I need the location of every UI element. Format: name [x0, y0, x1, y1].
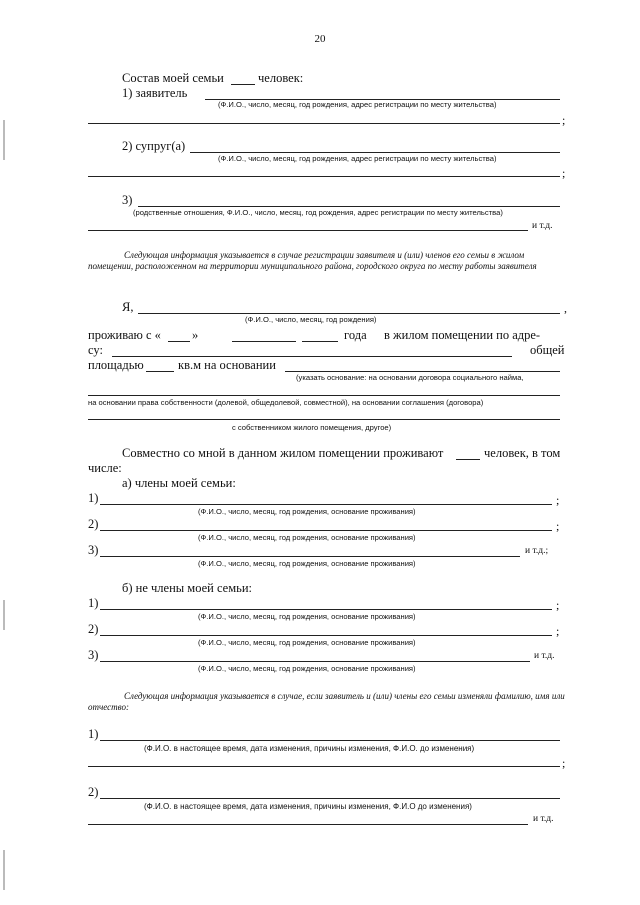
- member-3-hint: (Ф.И.О., число, месяц, год рождения, основание проживания): [198, 559, 416, 568]
- member-1-field[interactable]: [100, 504, 552, 505]
- spouse-field[interactable]: [190, 152, 560, 153]
- basis-field[interactable]: [285, 371, 560, 372]
- basis-hint-1: (указать основание: на основании договора социального найма,: [296, 373, 524, 382]
- spouse-field-cont[interactable]: [88, 176, 560, 177]
- sqm-basis-label: кв.м на основании: [178, 358, 276, 372]
- nonmembers-title: б) не члены моей семьи:: [122, 581, 252, 595]
- name-field[interactable]: [138, 313, 560, 314]
- year-label: года: [344, 328, 367, 342]
- member-1-hint: (Ф.И.О., число, месяц, год рождения, основание проживания): [198, 507, 416, 516]
- name-change-note: Следующая информация указывается в случае, если заявитель и (или) члены его семьи изменяли фамилию, имя или отчество:: [88, 691, 565, 713]
- relative-field-cont[interactable]: [88, 230, 528, 231]
- area-label: площадью: [88, 358, 144, 372]
- spouse-label: 2) супруг(а): [122, 139, 186, 153]
- nonmember-3-hint: (Ф.И.О., число, месяц, год рождения, основание проживания): [198, 664, 416, 673]
- basis-field-3[interactable]: [88, 419, 560, 420]
- year-field[interactable]: [302, 341, 338, 342]
- members-title: а) члены моей семьи:: [122, 476, 236, 490]
- living-from-label: проживаю с «: [88, 328, 161, 342]
- semicolon: ;: [556, 519, 560, 533]
- family-count-field[interactable]: [231, 84, 255, 85]
- name-change-1-hint: (Ф.И.О. в настоящее время, дата изменения, причины изменения, Ф.И.О. до изменения): [144, 744, 475, 753]
- scan-edge-mark: [3, 120, 5, 160]
- name-change-2-field[interactable]: [100, 798, 560, 799]
- name-change-1-number: 1): [88, 727, 99, 741]
- etc: и т.д.: [533, 814, 554, 824]
- ya-label: Я,: [122, 300, 134, 314]
- spouse-hint: (Ф.И.О., число, месяц, год рождения, адрес регистрации по месту жительства): [218, 154, 497, 163]
- together-text: Совместно со мной в данном жилом помещении проживают: [122, 446, 444, 460]
- nonmember-2-number: 2): [88, 622, 99, 636]
- relative-field[interactable]: [138, 206, 560, 207]
- basis-field-2[interactable]: [88, 395, 560, 396]
- residence-note: Следующая информация указывается в случае регистрации заявителя и (или) членов его семьи в жилом помещении, расположенном на территории муниципального района, городского округа по месту работы заявителя: [88, 250, 537, 272]
- together-count-field[interactable]: [456, 459, 480, 460]
- etc: и т.д.;: [525, 546, 549, 556]
- semicolon: ;: [556, 493, 560, 507]
- area-field[interactable]: [146, 371, 174, 372]
- nonmember-3-number: 3): [88, 648, 99, 662]
- name-change-2-hint: (Ф.И.О. в настоящее время, дата изменения, причины изменения, Ф.И.О до изменения): [144, 802, 472, 811]
- member-1-number: 1): [88, 491, 99, 505]
- name-change-1-field-cont[interactable]: [88, 766, 560, 767]
- together-unit: человек, в том: [484, 446, 561, 460]
- total-area-label: общей: [530, 343, 565, 357]
- family-unit: человек:: [258, 71, 304, 85]
- member-2-number: 2): [88, 517, 99, 531]
- comma: ,: [564, 301, 567, 315]
- nonmember-3-field[interactable]: [100, 661, 530, 662]
- etc: и т.д.: [534, 651, 555, 661]
- nonmember-2-hint: (Ф.И.О., число, месяц, год рождения, основание проживания): [198, 638, 416, 647]
- name-change-1-field[interactable]: [100, 740, 560, 741]
- etc: и т.д.: [532, 221, 553, 231]
- page-number: 20: [314, 33, 326, 45]
- relative-hint: (родственные отношения, Ф.И.О., число, месяц, год рождения, адрес регистрации по месту жительства): [133, 208, 503, 217]
- day-field[interactable]: [168, 341, 190, 342]
- premises-label: в жилом помещении по адре-: [384, 328, 541, 342]
- family-intro: Состав моей семьи: [122, 71, 224, 85]
- name-change-2-number: 2): [88, 785, 99, 799]
- scan-edge-mark: [3, 850, 5, 890]
- semicolon: ;: [556, 598, 560, 612]
- semicolon: ;: [562, 756, 566, 770]
- member-2-field[interactable]: [100, 530, 552, 531]
- applicant-hint: (Ф.И.О., число, месяц, год рождения, адрес регистрации по месту жительства): [218, 100, 497, 109]
- relative-label: 3): [122, 193, 133, 207]
- nonmember-1-number: 1): [88, 596, 99, 610]
- together-including: числе:: [88, 461, 122, 475]
- basis-hint-2: на основании права собственности (долевой, общедолевой, совместной), на основании соглашения (договора): [88, 398, 484, 407]
- address-label: су:: [88, 343, 103, 357]
- semicolon: ;: [562, 166, 566, 180]
- applicant-field-cont[interactable]: [88, 123, 560, 124]
- nonmember-1-field[interactable]: [100, 609, 552, 610]
- member-3-number: 3): [88, 543, 99, 557]
- quote-close: »: [192, 328, 199, 342]
- scan-edge-mark: [3, 600, 5, 630]
- month-field[interactable]: [232, 341, 296, 342]
- member-3-field[interactable]: [100, 556, 520, 557]
- address-field[interactable]: [112, 356, 512, 357]
- name-hint: (Ф.И.О., число, месяц, год рождения): [245, 315, 377, 324]
- member-2-hint: (Ф.И.О., число, месяц, год рождения, основание проживания): [198, 533, 416, 542]
- nonmember-1-hint: (Ф.И.О., число, месяц, год рождения, основание проживания): [198, 612, 416, 621]
- basis-hint-3: с собственником жилого помещения, другое): [232, 423, 392, 432]
- nonmember-2-field[interactable]: [100, 635, 552, 636]
- name-change-2-field-cont[interactable]: [88, 824, 528, 825]
- semicolon: ;: [562, 113, 566, 127]
- semicolon: ;: [556, 624, 560, 638]
- applicant-label: 1) заявитель: [122, 86, 188, 100]
